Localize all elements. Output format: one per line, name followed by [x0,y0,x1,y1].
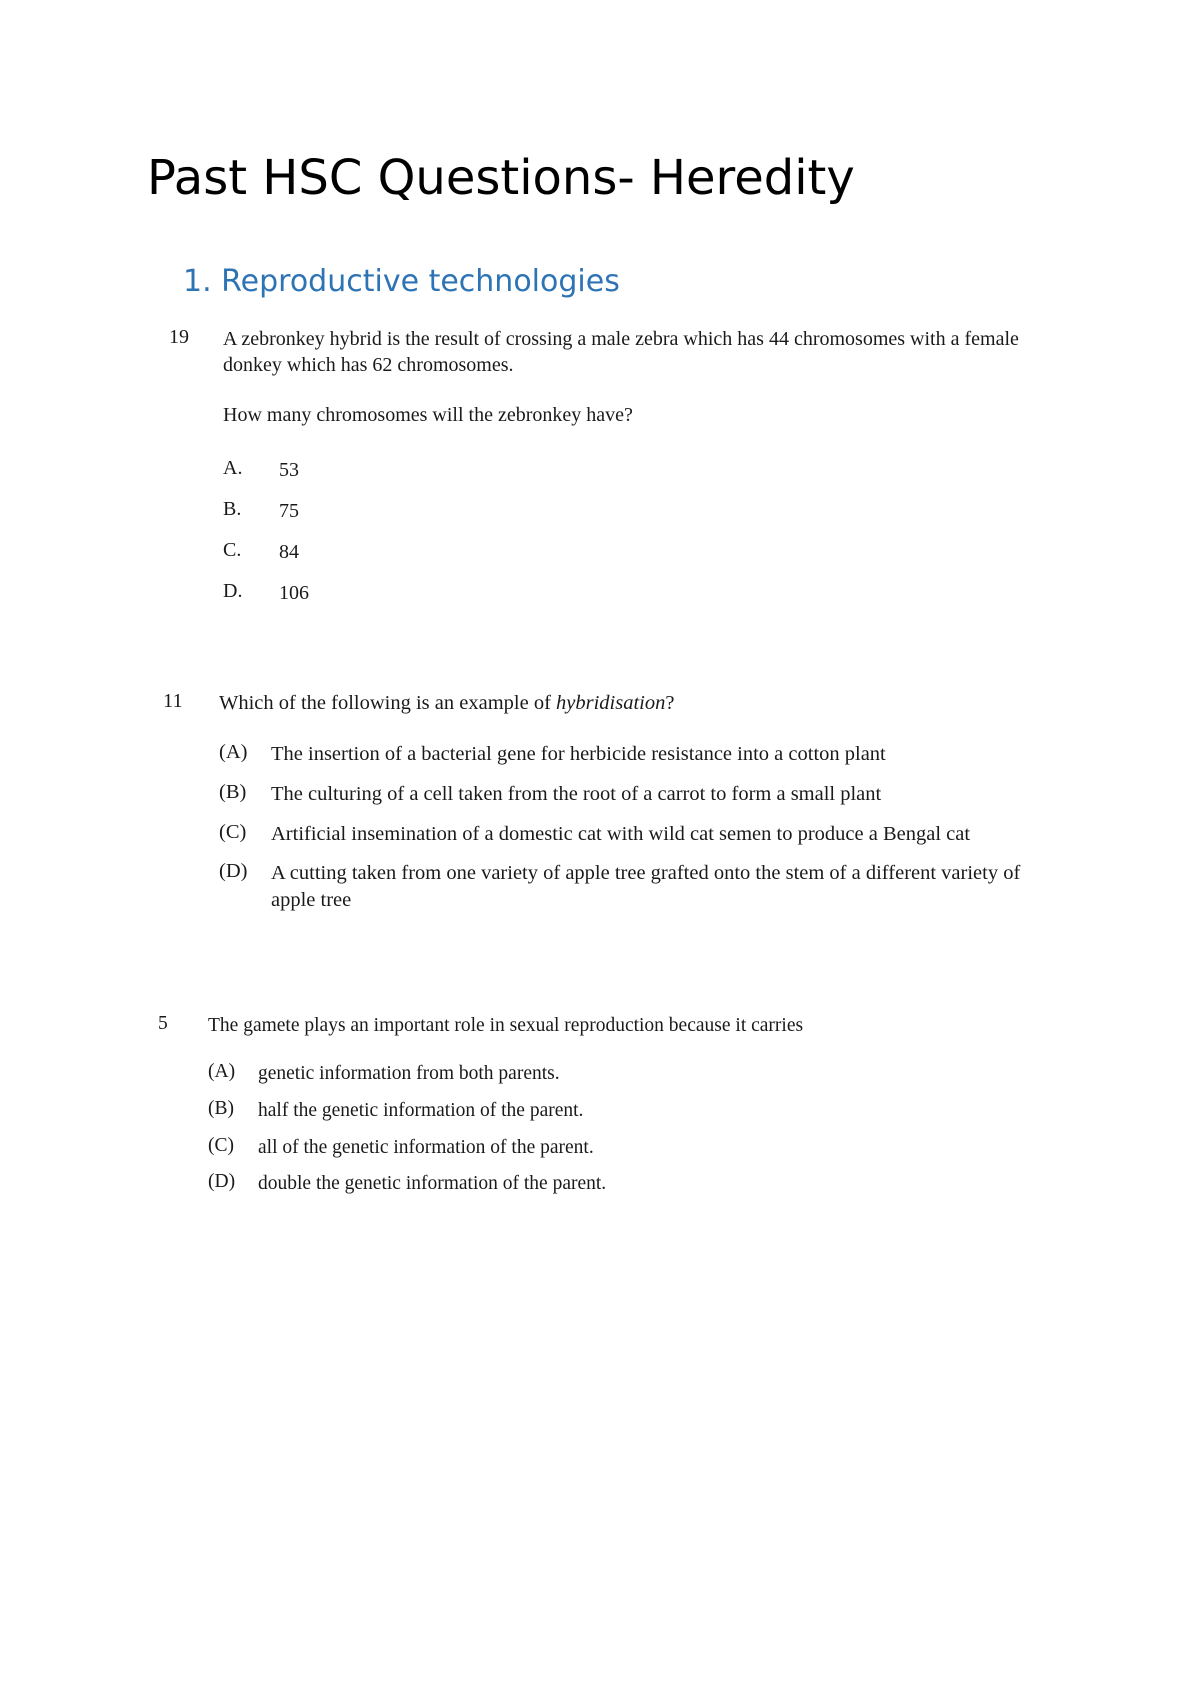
option-text: A cutting taken from one variety of apple tree grafted onto the stem of a different variety of apple tree [271,862,1021,911]
option-letter: (A) [208,1061,236,1082]
option-text: all of the genetic information of the parent. [258,1137,594,1158]
question-stem [219,690,1019,717]
option-text: half the genetic information of the parent. [258,1100,584,1121]
option-letter: D. [223,580,243,602]
question-prompt: How many chromosomes will the zebronkey have? [223,404,633,426]
answer-option-b [223,498,523,522]
answer-option-d [223,580,523,604]
answer-option-c [223,539,523,563]
stem-text: Which of the following is an example of [219,692,557,714]
answer-option-d [219,860,1059,916]
option-text: double the genetic information of the parent. [258,1173,607,1194]
question-stem: The gamete plays an important role in sexual reproduction because it carries [208,1015,804,1036]
option-letter: (C) [208,1135,234,1156]
option-text: 53 [279,459,299,481]
question-stem: A zebronkey hybrid is the result of crossing a male zebra which has 44 chromosomes with a female donkey which has 62 chromosomes. [223,328,1019,376]
option-text: Artificial insemination of a domestic cat with wild cat semen to produce a Bengal cat [271,823,971,845]
question-number: 5 [158,1013,168,1034]
option-letter: C. [223,539,242,561]
option-text: 106 [279,582,309,604]
option-letter: (D) [208,1171,236,1192]
answer-option-a [208,1061,808,1087]
option-letter: (A) [219,741,248,763]
stem-emphasis: hybridisation [556,692,666,714]
option-letter: (B) [208,1098,234,1119]
option-letter: (C) [219,821,247,843]
question-number: 19 [169,326,189,348]
option-text: The culturing of a cell taken from the root of a carrot to form a small plant [271,783,882,805]
option-letter: A. [223,457,243,479]
option-letter: (B) [219,781,247,803]
page-title: Past HSC Questions- Heredity [147,150,855,206]
option-text: 84 [279,541,299,563]
stem-text-end: ? [665,692,675,714]
answer-option-a [223,457,523,481]
answer-option-c [208,1135,808,1161]
option-text: The insertion of a bacterial gene for herbicide resistance into a cotton plant [271,743,886,765]
question-number: 11 [163,690,183,712]
option-letter: B. [223,498,242,520]
answer-option-b [208,1098,808,1124]
section-heading: 1. Reproductive technologies [183,264,620,299]
option-text: 75 [279,500,299,522]
option-text: genetic information from both parents. [258,1063,560,1084]
answer-option-d [208,1171,808,1197]
option-letter: (D) [219,860,248,882]
